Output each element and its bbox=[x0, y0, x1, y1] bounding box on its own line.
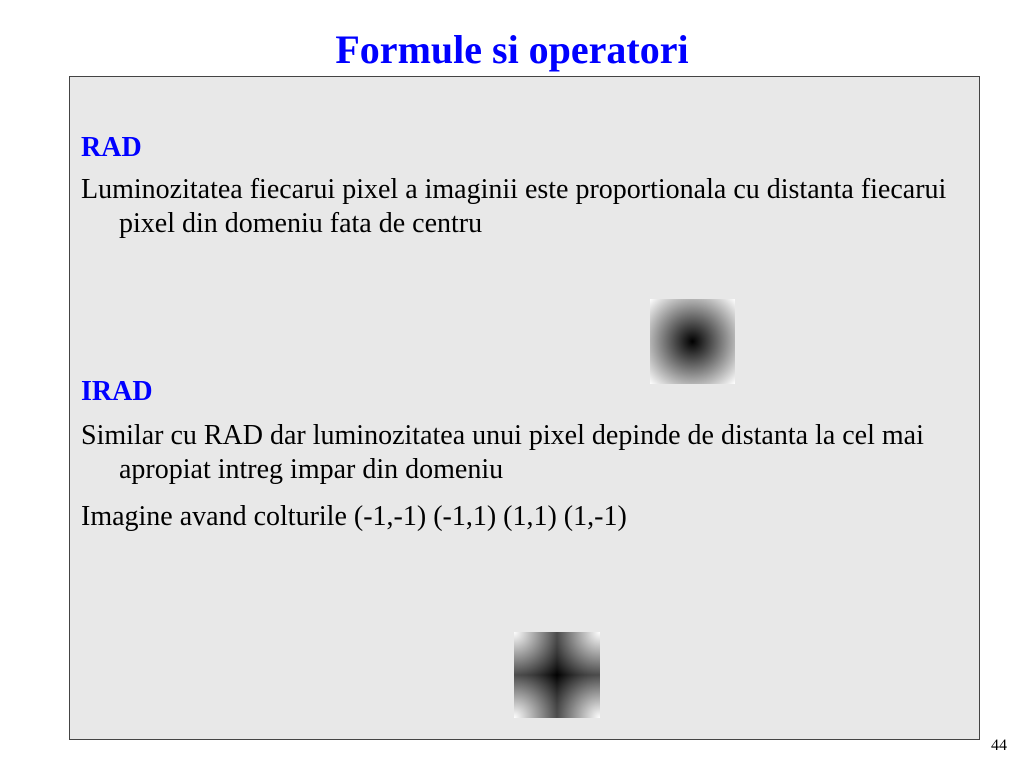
irad-description: Similar cu RAD dar luminozitatea unui pixel depinde de distanta la cel mai apropiat intreg impar din domeniu bbox=[81, 420, 924, 485]
slide-title: Formule si operatori bbox=[335, 27, 689, 72]
rad-description: Luminozitatea fiecarui pixel a imaginii este proportionala cu distanta fiecarui pixel din domeniu fata de centru bbox=[81, 174, 947, 239]
rad-gradient-image bbox=[650, 299, 735, 384]
page-number: 44 bbox=[991, 737, 1007, 754]
content-panel bbox=[69, 76, 980, 740]
irad-gradient-image bbox=[514, 632, 600, 718]
rad-heading: RAD bbox=[81, 132, 142, 163]
irad-corners-text: Imagine avand colturile (-1,-1) (-1,1) (1,1) (1,-1) bbox=[81, 501, 627, 532]
irad-heading: IRAD bbox=[81, 376, 153, 407]
